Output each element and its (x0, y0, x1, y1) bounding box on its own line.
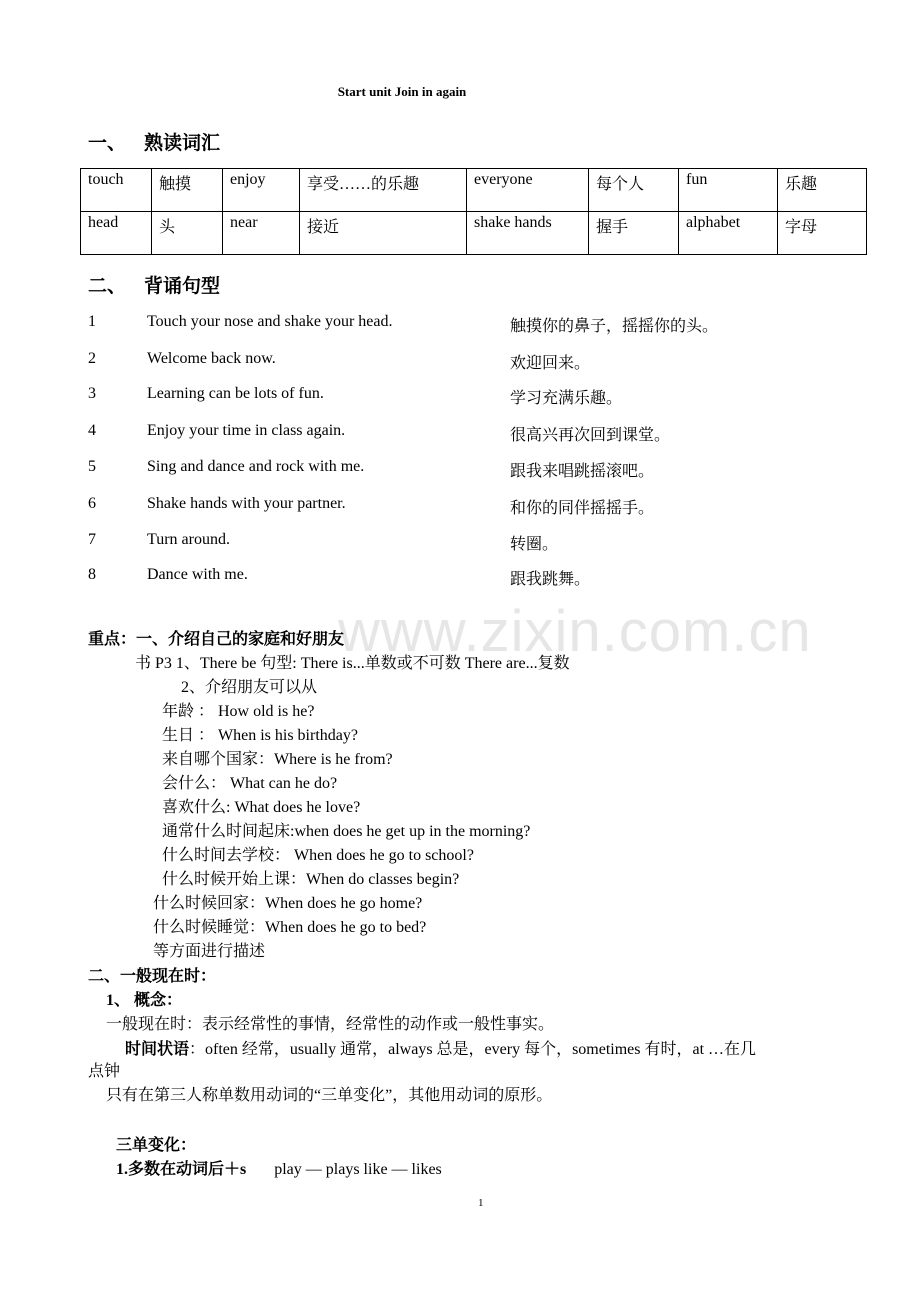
sentence-number: 2 (88, 350, 96, 367)
list-item: 什么时候回家：When does he go home? (153, 895, 423, 912)
table-cell: 乐趣 (778, 169, 867, 212)
sentence-number: 5 (88, 458, 96, 475)
list-item: 通常什么时间起床:when does he get up in the morning? (162, 823, 531, 840)
third-person-singular-heading: 三单变化： (116, 1137, 197, 1154)
sentence-english: Sing and dance and rock with me. (147, 458, 365, 475)
concept-heading: 1、 概念： (106, 992, 183, 1009)
sentence-english: Touch your nose and shake your head. (147, 313, 393, 330)
sentence-number: 6 (88, 495, 96, 512)
table-cell: 字母 (778, 212, 867, 255)
table-cell: everyone (467, 169, 589, 212)
sentence-english: Enjoy your time in class again. (147, 422, 346, 439)
list-item: 来自哪个国家：Where is he from? (162, 751, 393, 768)
watermark: www.zixin.com.cn (338, 599, 812, 664)
rule-1-label: 1.多数在动词后＋s (116, 1161, 247, 1178)
sentence-chinese: 学习充满乐趣。 (510, 390, 623, 407)
table-cell: near (223, 212, 300, 255)
sentence-chinese: 转圈。 (510, 536, 559, 553)
list-item: 生日 ： When is his birthday? (162, 727, 358, 744)
time-adverbial-continuation: 点钟 (88, 1063, 121, 1080)
sentence-english: Turn around. (147, 531, 230, 548)
table-cell: fun (679, 169, 778, 212)
table-cell: 触摸 (152, 169, 223, 212)
rule-1-line (116, 1156, 442, 1179)
section-heading-sentences (88, 271, 220, 298)
time-adverbial-line (125, 1036, 756, 1059)
third-person-note: 只有在第三人称单数用动词的“三单变化”，其他用动词的原形。 (106, 1087, 553, 1104)
time-adverbial-label: 时间状语 (125, 1041, 190, 1058)
list-item: 什么时候睡觉：When does he go to bed? (153, 919, 427, 936)
sentence-chinese: 跟我来唱跳摇滚吧。 (510, 463, 655, 480)
sentence-chinese: 和你的同伴摇摇手。 (510, 500, 655, 517)
table-cell: 每个人 (589, 169, 679, 212)
list-item: 什么时候开始上课：When do classes begin? (162, 871, 460, 888)
sentence-number: 4 (88, 422, 96, 439)
vocabulary-table (80, 168, 867, 255)
rule-1-example: play — plays like — likes (274, 1161, 442, 1178)
sentence-chinese: 触摸你的鼻子，摇摇你的头。 (510, 318, 719, 335)
key-line-intro-friend: 2、介绍朋友可以从 (181, 679, 318, 696)
section-label: 熟读词汇 (144, 133, 221, 154)
list-item: 会什么： What can he do? (162, 775, 338, 792)
list-item: 年龄 ： How old is he? (162, 703, 315, 720)
key-line-there-be: 书 P3 1、There be 句型: There is...单数或不可数 There are...复数 (135, 655, 570, 672)
sentence-english: Welcome back now. (147, 350, 276, 367)
sentence-chinese: 跟我跳舞。 (510, 571, 591, 588)
page-number: 1 (478, 1197, 484, 1209)
table-cell: shake hands (467, 212, 589, 255)
sentence-english: Shake hands with your partner. (147, 495, 346, 512)
table-cell: head (81, 212, 152, 255)
sentence-chinese: 很高兴再次回到课堂。 (510, 427, 671, 444)
sentence-english: Learning can be lots of fun. (147, 385, 324, 402)
table-row (81, 169, 867, 212)
table-cell: 握手 (589, 212, 679, 255)
section-number: 一、 (88, 133, 127, 154)
table-row (81, 212, 867, 255)
table-cell: 接近 (300, 212, 467, 255)
time-adverbial-text: ：often 经常，usually 通常，always 总是，every 每个，sometimes 有时，at …在几 (189, 1041, 757, 1058)
table-cell: 头 (152, 212, 223, 255)
list-item: 喜欢什么: What does he love? (162, 799, 361, 816)
list-item: 什么时间去学校： When does he go to school? (162, 847, 474, 864)
sentence-number: 8 (88, 566, 96, 583)
table-cell: enjoy (223, 169, 300, 212)
section-number: 二、 (88, 276, 127, 297)
concept-text: 一般现在时：表示经常性的事情，经常性的动作或一般性事实。 (106, 1016, 555, 1033)
list-item: 等方面进行描述 (153, 943, 266, 960)
section-label: 背诵句型 (144, 276, 221, 297)
section-heading-vocabulary (88, 128, 220, 155)
table-cell: touch (81, 169, 152, 212)
sentence-number: 1 (88, 313, 96, 330)
table-cell: 享受……的乐趣 (300, 169, 467, 212)
document-title: Start unit Join in again (337, 84, 467, 99)
sentence-english: Dance with me. (147, 566, 248, 583)
sentence-chinese: 欢迎回来。 (510, 355, 591, 372)
sentence-number: 7 (88, 531, 96, 548)
key-points-heading: 重点：一、介绍自己的家庭和好朋友 (88, 631, 345, 648)
table-cell: alphabet (679, 212, 778, 255)
sentence-number: 3 (88, 385, 96, 402)
present-tense-heading: 二、一般现在时： (88, 968, 217, 985)
